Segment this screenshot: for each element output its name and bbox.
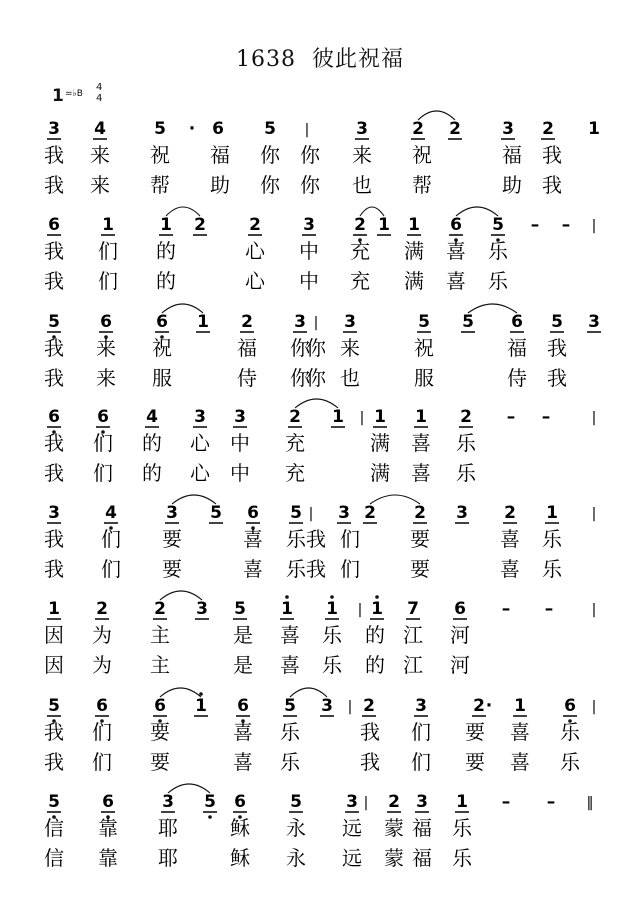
lyric-char: 喜 xyxy=(233,750,253,774)
note: 2 xyxy=(364,503,376,523)
lyric-char: 的 xyxy=(156,239,176,263)
lyric-char: 永 xyxy=(286,846,306,870)
note: 1 xyxy=(514,696,526,716)
note: 3 xyxy=(416,792,428,812)
octave-dot-below xyxy=(208,815,212,819)
lyric-char: 要 xyxy=(150,750,170,774)
note: 3 xyxy=(338,503,350,523)
lyric-char: 们 xyxy=(93,461,113,485)
lyric-char: 祝 xyxy=(150,143,170,167)
note: 1 xyxy=(588,119,600,139)
note: 3 xyxy=(321,696,333,716)
lyric-char: 的 xyxy=(142,461,162,485)
lyric-char: 侍 xyxy=(507,366,527,390)
lyric-char: 我 xyxy=(542,143,562,167)
lyric-char: 我 xyxy=(44,557,64,581)
lyric-char: 要 xyxy=(150,720,170,744)
note: 1 xyxy=(195,696,207,716)
note: 5 xyxy=(492,215,504,235)
lyric-char: 远 xyxy=(342,846,362,870)
lyric-char: 喜 xyxy=(411,431,431,455)
lyric-char: 乐 xyxy=(322,623,342,647)
lyric-char: 帮 xyxy=(412,173,432,197)
lyric-char: 们 xyxy=(92,720,112,744)
note: 5 xyxy=(290,792,302,812)
lyric-char: 心 xyxy=(190,461,210,485)
lyric-char: 来 xyxy=(352,143,372,167)
note: 6 xyxy=(212,119,224,139)
lyric-char: 乐 xyxy=(280,750,300,774)
lyric-char: 们 xyxy=(93,431,113,455)
note: 5 xyxy=(418,312,430,332)
note: 1 xyxy=(102,215,114,235)
lyric-char: 信 xyxy=(44,816,64,840)
lyric-char: 我 xyxy=(44,366,64,390)
lyric-char: 我 xyxy=(44,336,64,360)
lyric-char: 乐 xyxy=(488,269,508,293)
lyric-char: 的 xyxy=(156,269,176,293)
note: 2 xyxy=(460,407,472,427)
note: 2 xyxy=(249,215,261,235)
note: 5 xyxy=(210,503,222,523)
note: 6 xyxy=(96,696,108,716)
lyric-char: 稣 xyxy=(230,816,250,840)
lyric-char: 满 xyxy=(404,239,424,263)
lyric-char: 来 xyxy=(96,336,116,360)
lyric-char: 来 xyxy=(96,366,116,390)
lyric-char: 乐 xyxy=(452,846,472,870)
note: – xyxy=(546,792,556,812)
lyric-char: 满 xyxy=(370,461,390,485)
lyric-char: 来 xyxy=(90,173,110,197)
lyric-char: 主 xyxy=(150,653,170,677)
lyric-char: 的 xyxy=(142,431,162,455)
note: 7 xyxy=(407,599,419,619)
lyric-char: 靠 xyxy=(98,846,118,870)
note: – xyxy=(541,407,551,427)
lyric-char: 祝 xyxy=(152,336,172,360)
lyric-char: 充 xyxy=(350,239,370,263)
lyric-char: 你 xyxy=(300,173,320,197)
note: 3 xyxy=(588,312,600,332)
lyric-char: 江 xyxy=(403,623,423,647)
lyric-char: 要 xyxy=(410,557,430,581)
lyric-char: 福 xyxy=(412,846,432,870)
lyric-char: 你 xyxy=(290,366,310,390)
lyric-char: 为 xyxy=(92,653,112,677)
lyric-char: 稣 xyxy=(230,846,250,870)
lyric-char: 福 xyxy=(237,336,257,360)
lyric-char: 们 xyxy=(98,239,118,263)
lyric-char: 们 xyxy=(98,269,118,293)
lyric-char: 是 xyxy=(233,623,253,647)
time-bottom: 4 xyxy=(96,93,103,104)
lyric-char: 靠 xyxy=(98,816,118,840)
note: – xyxy=(501,792,511,812)
lyric-char: 福 xyxy=(502,143,522,167)
lyric-char: 你 xyxy=(306,366,326,390)
lyric-char: 远 xyxy=(342,816,362,840)
note: 1 xyxy=(456,792,468,812)
note: 6 xyxy=(100,312,112,332)
note: 6 xyxy=(154,696,166,716)
song-name: 彼此祝福 xyxy=(311,47,404,72)
note: 3 xyxy=(162,792,174,812)
note: 2 xyxy=(414,503,426,523)
bar-line: | xyxy=(313,315,319,331)
lyric-char: 乐 xyxy=(542,557,562,581)
note: 3 xyxy=(166,503,178,523)
lyric-char: 喜 xyxy=(243,527,263,551)
note: 5 xyxy=(264,119,276,139)
note: 1 xyxy=(408,215,420,235)
lyric-char: 的 xyxy=(365,653,385,677)
lyric-char: 河 xyxy=(450,623,470,647)
lyric-char: 福 xyxy=(210,143,230,167)
lyric-char: 来 xyxy=(90,143,110,167)
note: 6 xyxy=(48,215,60,235)
note: 3 xyxy=(196,599,208,619)
lyric-char: 你 xyxy=(290,336,310,360)
lyric-char: 心 xyxy=(245,239,265,263)
note: 5 xyxy=(290,503,302,523)
lyric-char: 你 xyxy=(260,173,280,197)
lyric-char: 喜 xyxy=(280,623,300,647)
note: 5 xyxy=(234,599,246,619)
note: 6 xyxy=(102,792,114,812)
lyric-char: 乐 xyxy=(286,527,306,551)
lyric-char: 我 xyxy=(360,750,380,774)
lyric-char: 江 xyxy=(403,653,423,677)
bar-line: | xyxy=(591,218,597,234)
lyric-char: 充 xyxy=(285,461,305,485)
lyric-char: 你 xyxy=(300,143,320,167)
note: · xyxy=(188,119,196,139)
note: 6 xyxy=(48,407,60,427)
note: 6 xyxy=(97,407,109,427)
lyric-char: 为 xyxy=(92,623,112,647)
note: 5 xyxy=(462,312,474,332)
lyric-char: 喜 xyxy=(280,653,300,677)
lyric-char: 耶 xyxy=(158,846,178,870)
lyric-char: 喜 xyxy=(243,557,263,581)
note: 6 xyxy=(564,696,576,716)
note: 2 xyxy=(241,312,253,332)
lyric-char: 我 xyxy=(44,750,64,774)
lyric-char: 喜 xyxy=(411,461,431,485)
bar-line: | xyxy=(591,699,597,715)
lyric-char: 要 xyxy=(410,527,430,551)
lyric-char: 我 xyxy=(44,239,64,263)
note: 1 xyxy=(48,599,60,619)
lyric-char: 喜 xyxy=(510,720,530,744)
lyric-char: 你 xyxy=(260,143,280,167)
lyric-char: 我 xyxy=(306,557,326,581)
note: 3 xyxy=(346,792,358,812)
octave-dot-above xyxy=(285,595,289,599)
lyric-char: 们 xyxy=(101,557,121,581)
note: 2 xyxy=(388,792,400,812)
lyric-char: 们 xyxy=(340,527,360,551)
lyric-char: 要 xyxy=(465,750,485,774)
note: 5 xyxy=(48,696,60,716)
lyric-char: 因 xyxy=(44,623,64,647)
lyric-char: 我 xyxy=(547,366,567,390)
lyric-char: 们 xyxy=(411,720,431,744)
slur xyxy=(370,495,420,504)
note: 6 xyxy=(450,215,462,235)
note: 6 xyxy=(247,503,259,523)
lyric-char: 我 xyxy=(44,143,64,167)
lyric-char: 乐 xyxy=(452,816,472,840)
lyric-char: 乐 xyxy=(488,239,508,263)
lyric-char: 乐 xyxy=(560,750,580,774)
note: · xyxy=(485,696,493,716)
lyric-char: 信 xyxy=(44,846,64,870)
note: 1 xyxy=(160,215,172,235)
lyric-char: 乐 xyxy=(542,527,562,551)
note: 4 xyxy=(105,503,117,523)
lyric-char: 也 xyxy=(340,366,360,390)
lyric-char: 乐 xyxy=(280,720,300,744)
lyric-char: 喜 xyxy=(446,239,466,263)
lyric-char: 我 xyxy=(44,461,64,485)
lyric-char: 喜 xyxy=(446,269,466,293)
lyric-char: 乐 xyxy=(456,461,476,485)
note: 1 xyxy=(371,599,383,619)
note: 1 xyxy=(415,407,427,427)
octave-dot-above xyxy=(330,595,334,599)
lyric-char: 心 xyxy=(190,431,210,455)
lyric-char: 我 xyxy=(306,527,326,551)
note: 3 xyxy=(344,312,356,332)
note: 3 xyxy=(502,119,514,139)
note: 6 xyxy=(234,792,246,812)
note: 1 xyxy=(326,599,338,619)
note: – xyxy=(506,407,516,427)
bar-line: | xyxy=(591,506,597,522)
lyric-char: 主 xyxy=(150,623,170,647)
lyric-char: 的 xyxy=(365,623,385,647)
lyric-char: 要 xyxy=(162,527,182,551)
note: 2 xyxy=(473,696,485,716)
lyric-char: 满 xyxy=(404,269,424,293)
song-number: 1638 xyxy=(235,47,296,72)
lyric-char: 我 xyxy=(360,720,380,744)
note: 1 xyxy=(197,312,209,332)
note: 2 xyxy=(542,119,554,139)
note: 3 xyxy=(356,119,368,139)
note: 5 xyxy=(48,792,60,812)
bar-line: | xyxy=(363,795,369,811)
note: 5 xyxy=(551,312,563,332)
slur xyxy=(468,304,517,313)
note: – xyxy=(530,215,540,235)
lyric-char: 们 xyxy=(92,750,112,774)
note: 6 xyxy=(454,599,466,619)
note: 1 xyxy=(374,407,386,427)
lyric-char: 乐 xyxy=(286,557,306,581)
note: 3 xyxy=(303,215,315,235)
note: 2 xyxy=(289,407,301,427)
note: 5 xyxy=(204,792,216,812)
lyric-char: 福 xyxy=(507,336,527,360)
bar-line: | xyxy=(304,122,310,138)
note: 1 xyxy=(281,599,293,619)
note: 3 xyxy=(415,696,427,716)
lyric-char: 乐 xyxy=(456,431,476,455)
lyric-char: 我 xyxy=(44,269,64,293)
lyric-char: 祝 xyxy=(412,143,432,167)
lyric-char: 蒙 xyxy=(384,846,404,870)
lyric-char: 蒙 xyxy=(384,816,404,840)
lyric-char: 河 xyxy=(450,653,470,677)
note: 2 xyxy=(354,215,366,235)
note: 3 xyxy=(48,119,60,139)
note: 5 xyxy=(284,696,296,716)
note: 6 xyxy=(511,312,523,332)
lyric-char: 们 xyxy=(101,527,121,551)
note: 3 xyxy=(294,312,306,332)
note: 4 xyxy=(94,119,106,139)
lyric-char: 我 xyxy=(542,173,562,197)
lyric-char: 喜 xyxy=(510,750,530,774)
lyric-char: 帮 xyxy=(150,173,170,197)
lyric-char: 服 xyxy=(152,366,172,390)
note: 3 xyxy=(456,503,468,523)
note: – xyxy=(501,599,511,619)
bar-line: | xyxy=(591,410,597,426)
lyric-char: 要 xyxy=(465,720,485,744)
lyric-char: 我 xyxy=(44,173,64,197)
lyric-char: 耶 xyxy=(158,816,178,840)
note: 2 xyxy=(194,215,206,235)
lyric-char: 中 xyxy=(299,239,319,263)
lyric-char: 侍 xyxy=(237,366,257,390)
note: 2 xyxy=(363,696,375,716)
note: 3 xyxy=(234,407,246,427)
note: – xyxy=(544,599,554,619)
bar-line: | xyxy=(308,506,314,522)
lyric-char: 助 xyxy=(502,173,522,197)
lyric-char: 要 xyxy=(162,557,182,581)
lyric-char: 充 xyxy=(350,269,370,293)
time-top: 4 xyxy=(96,82,103,93)
note: 3 xyxy=(48,503,60,523)
octave-dot-above xyxy=(375,595,379,599)
note: 6 xyxy=(237,696,249,716)
lyric-char: 因 xyxy=(44,653,64,677)
bar-line: | xyxy=(359,410,365,426)
key-tonic: 1 xyxy=(52,86,64,106)
lyric-char: 我 xyxy=(44,431,64,455)
lyric-char: 心 xyxy=(245,269,265,293)
note: – xyxy=(561,215,571,235)
bar-line: ‖ xyxy=(586,795,594,811)
note: 2 xyxy=(96,599,108,619)
bar-line: | xyxy=(591,602,597,618)
note: 2 xyxy=(412,119,424,139)
lyric-char: 永 xyxy=(286,816,306,840)
key-equals: =♭B xyxy=(65,89,83,99)
note: 6 xyxy=(156,312,168,332)
lyric-char: 喜 xyxy=(233,720,253,744)
lyric-char: 满 xyxy=(370,431,390,455)
lyric-char: 喜 xyxy=(500,527,520,551)
bar-line: | xyxy=(347,699,353,715)
lyric-char: 中 xyxy=(230,461,250,485)
note: 4 xyxy=(146,407,158,427)
note: 2 xyxy=(154,599,166,619)
note: 1 xyxy=(378,215,390,235)
lyric-char: 福 xyxy=(412,816,432,840)
note: 1 xyxy=(546,503,558,523)
note: 5 xyxy=(48,312,60,332)
lyric-char: 充 xyxy=(285,431,305,455)
note: 2 xyxy=(449,119,461,139)
lyric-char: 助 xyxy=(210,173,230,197)
lyric-char: 乐 xyxy=(560,720,580,744)
lyric-char: 喜 xyxy=(500,557,520,581)
lyric-char: 我 xyxy=(44,720,64,744)
note: 2 xyxy=(504,503,516,523)
lyric-char: 我 xyxy=(44,527,64,551)
lyric-char: 也 xyxy=(352,173,372,197)
lyric-char: 我 xyxy=(547,336,567,360)
lyric-char: 服 xyxy=(414,366,434,390)
lyric-char: 你 xyxy=(306,336,326,360)
lyric-char: 来 xyxy=(340,336,360,360)
lyric-char: 们 xyxy=(340,557,360,581)
lyric-char: 是 xyxy=(233,653,253,677)
note: 3 xyxy=(194,407,206,427)
note: 1 xyxy=(332,407,344,427)
lyric-char: 祝 xyxy=(414,336,434,360)
bar-line: | xyxy=(357,602,363,618)
lyric-char: 们 xyxy=(411,750,431,774)
lyric-char: 中 xyxy=(299,269,319,293)
lyric-char: 乐 xyxy=(322,653,342,677)
note: 5 xyxy=(154,119,166,139)
lyric-char: 中 xyxy=(230,431,250,455)
